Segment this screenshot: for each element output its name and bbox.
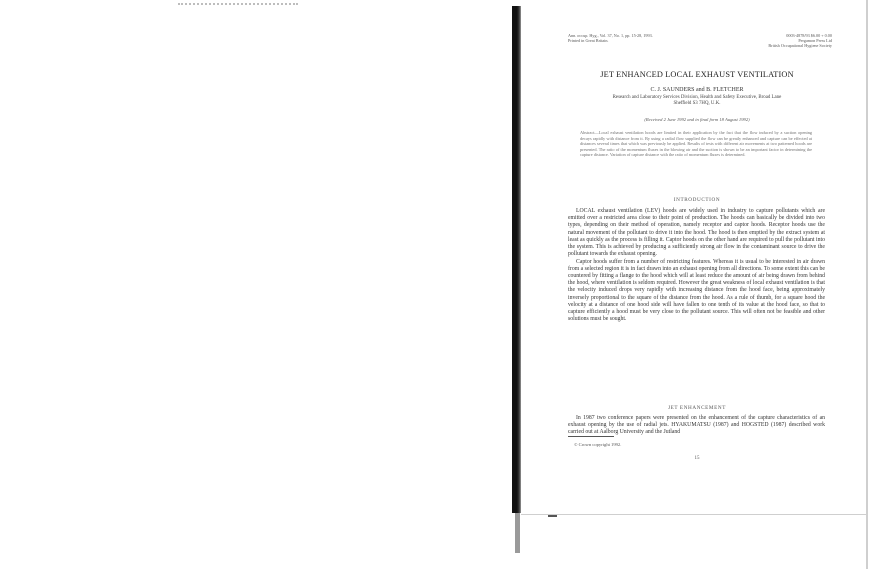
author-affiliation [552, 95, 842, 108]
footnote-rule [568, 436, 614, 437]
publisher-line: Pergamon Press Ltd [798, 38, 832, 43]
book-spine-tail [515, 513, 520, 553]
section-heading-jet-enhancement: JET ENHANCEMENT [667, 405, 727, 411]
journal-citation [568, 33, 653, 43]
page-right-edge [866, 0, 868, 569]
footnote: © Crown copyright 1992. [574, 442, 622, 447]
printed-in-line: Printed in Great Britain. [568, 38, 609, 43]
introduction-body [568, 208, 825, 324]
page-number: 15 [694, 456, 700, 461]
scan-edge-dots [178, 3, 298, 8]
citation-line: Ann. occup. Hyg., Vol. 37, No. 1, pp. 15-28, 1993. [568, 33, 653, 38]
issn-line: 0003-4878/93 $6.00 + 0.00 [786, 33, 832, 38]
scan-mark [548, 515, 557, 517]
affiliation-line: Research and Laboratory Services Division, Health and Safety Executive, Broad Lane [612, 95, 782, 100]
jet-enhancement-body [568, 415, 825, 437]
society-line: British Occupational Hygiene Society [768, 43, 832, 48]
body-paragraph: In 1987 two conference papers were presented on the enhancement of the capture characteristics of an exhaust opening by the use of radial jets. HYAKUMATSU (1987) and HOGSTED (1987) described work carried out at Aalborg University and the Jutland [568, 415, 825, 436]
affiliation-line: Sheffield S3 7HQ, U.K. [673, 101, 721, 107]
publisher-info [768, 33, 832, 48]
body-paragraph: Captor hoods suffer from a number of restricting features. Whereas it is usual to be interested in air drawn from a selected region it is in fact drawn into an exhaust opening from all directions. To some extent this can be countered by fitting a flange to the hood which will at least reduce the amount of air being drawn from behind the hood, where ventilation is seldom required. However the great weakness of local exhaust ventilation is that the velocity induced drops very rapidly with increasing distance from the hood face, being approximately inversely proportional to the square of the distance from the hood. As a rule of thumb, for a square hood the velocity at a distance of one hood side will have fallen to one tenth of its value at the hood face, so that to capture efficiently a hood must be very close to the pollutant source. This will often not be feasible and other solutions must be sought. [568, 258, 825, 323]
article-title: JET ENHANCED LOCAL EXHAUST VENTILATION [600, 70, 794, 79]
book-spine-shadow [512, 6, 521, 513]
document-page [552, 28, 842, 498]
section-heading-introduction: INTRODUCTION [673, 197, 721, 203]
body-paragraph: LOCAL exhaust ventilation (LEV) hoods are widely used in industry to capture pollutants which are emitted over a restricted area close to their point of production. The hoods can basically be divided into two types, depending on their method of operation, namely receptor and captor hoods. Receptor hoods use the natural movement of the pollutant to drive it into the hood. The hood is then emptied by the extract system at least as quickly as the process is filling it. Captor hoods on the other hand are required to pull the pollutant into the system. This is achieved by producing a sufficiently strong air flow in the contaminant source to drive the pollutant towards the exhaust opening. [568, 208, 825, 258]
page-bottom-edge [521, 514, 866, 515]
received-date: (Received 2 June 1992 and in final form 18 August 1992) [644, 117, 750, 122]
article-authors: C. J. SAUNDERS and B. FLETCHER [650, 87, 744, 93]
abstract: Abstract—Local exhaust ventilation hoods are limited in their application by the fact that the flow induced by a suction opening decays rapidly with distance from it. By using a radial flow supplied the flow can be greatly enhanced and capture can be effected at distances several times that which was previously be applied. Results of tests with different air movements at two patterned hoods are presented. The ratio of the momentum fluxes in the blowing air and the suction is shown to be an important factor in determining the capture distance. Variation of capture distance with the ratio of momentum fluxes is determined. [580, 130, 812, 157]
